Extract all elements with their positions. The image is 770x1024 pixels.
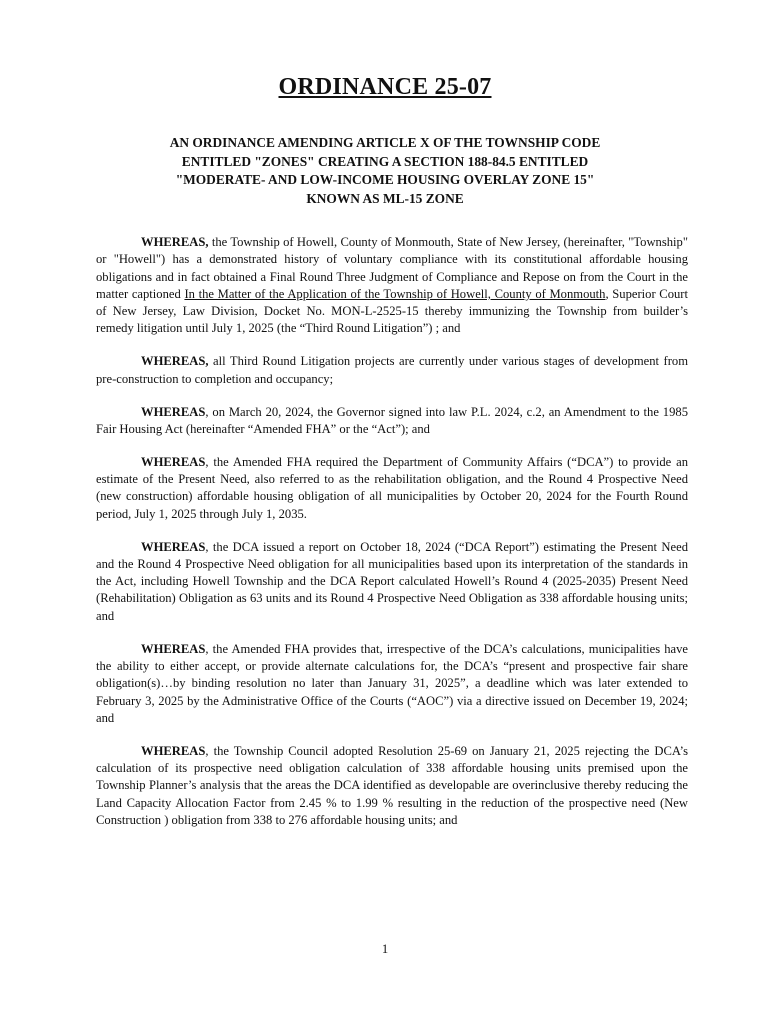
ordinance-subtitle [100,134,670,208]
ordinance-body [96,234,688,845]
whereas-lead: WHEREAS, [141,354,209,369]
paragraph-text: , the DCA issued a report on October 18, 2024 (“DCA Report”) estimating the Present Need and the Round 4 Prospective Need obligation for all municipalities based upon its interpretation of the standards in the Act, including Howell Township and the DCA Report calculated Howell’s Round 4 (2025-2035) Present Need (Rehabilitation) Obligation as 63 units and its Round 4 Prospective Need Obligation as 338 affordable housing units; and [96,539,688,623]
paragraph-text: the Township of Howell, County of Monmouth, State of New Jersey, (hereinafter, "Township" or "Howell") has a demonstrated history of voluntary compliance with its constitutional affordable housing obligations and in fact obtained a Final Round Three Judgment of Compliance and Repose on from the Court in the matter captioned [96,235,688,301]
subtitle-line: "MODERATE- AND LOW-INCOME HOUSING OVERLAY ZONE 15" [175,172,595,188]
whereas-lead: WHEREAS, [141,235,209,249]
whereas-paragraph [96,743,688,829]
page-number: 1 [381,942,389,956]
whereas-lead: WHEREAS [141,641,206,656]
whereas-paragraph [96,539,688,625]
whereas-paragraph [96,234,688,338]
paragraph-text: all Third Round Litigation projects are currently under various stages of development from pre-construction to completion and occupancy; [96,354,688,386]
subtitle-line: AN ORDINANCE AMENDING ARTICLE X OF THE TOWNSHIP CODE [169,135,601,150]
subtitle-line: KNOWN AS ML-15 ZONE [306,190,464,206]
whereas-paragraph [96,353,688,388]
paragraph-text: , the Township Council adopted Resolution 25-69 on January 21, 2025 rejecting the DCA’s calculation of its prospective need obligation calculation of 338 affordable housing units premised upon the Township Planner’s analysis that the areas the DCA identified as developable are overinclusive thereby reducing the Land Capacity Allocation Factor from 2.45 % to 1.99 % resulting in the reduction of the prospective need (New Construction ) obligation from 338 to 276 affordable housing units; and [96,743,688,827]
whereas-lead: WHEREAS [141,454,206,469]
paragraph-text: , the Amended FHA provides that, irrespective of the DCA’s calculations, municipalities have the ability to either accept, or provide alternate calculations for, the DCA’s “present and prospective fair share obligation(s)…by binding resolution no later than January 31, 2025”, a deadline which was later extended to February 3, 2025 by the Administrative Office of the Courts (“AOC”) via a directive issued on December 19, 2024; and [96,641,688,725]
whereas-paragraph [96,454,688,523]
whereas-lead: WHEREAS [141,404,206,419]
whereas-lead: WHEREAS [141,539,206,554]
whereas-paragraph [96,404,688,439]
whereas-lead: WHEREAS [141,743,206,758]
paragraph-text: , the Amended FHA required the Department of Community Affairs (“DCA”) to provide an estimate of the Present Need, also referred to as the rehabilitation obligation, and the Round 4 Prospective Need (new construction) affordable housing obligation of all municipalities by October 20, 2024 for the Fourth Round period, July 1, 2025 through July 1, 2035. [96,454,688,521]
subtitle-line: ENTITLED "ZONES" CREATING A SECTION 188-84.5 ENTITLED [181,153,589,169]
paragraph-text: , on March 20, 2024, the Governor signed into law P.L. 2024, c.2, an Amendment to the 1985 Fair Housing Act (hereinafter “Amended FHA” or the “Act”); and [96,404,688,436]
paragraph-text: , Superior Court of New Jersey, Law Division, Docket No. MON-L-2525-15 thereby immunizing the Township from builder’s remedy litigation until July 1, 2025 (the “Third Round Litigation”) ; and [96,286,688,336]
case-caption: In the Matter of the Application of the Township of Howell, County of Monmouth [184,286,606,301]
ordinance-title: ORDINANCE 25-07 [278,74,492,100]
whereas-paragraph [96,641,688,727]
